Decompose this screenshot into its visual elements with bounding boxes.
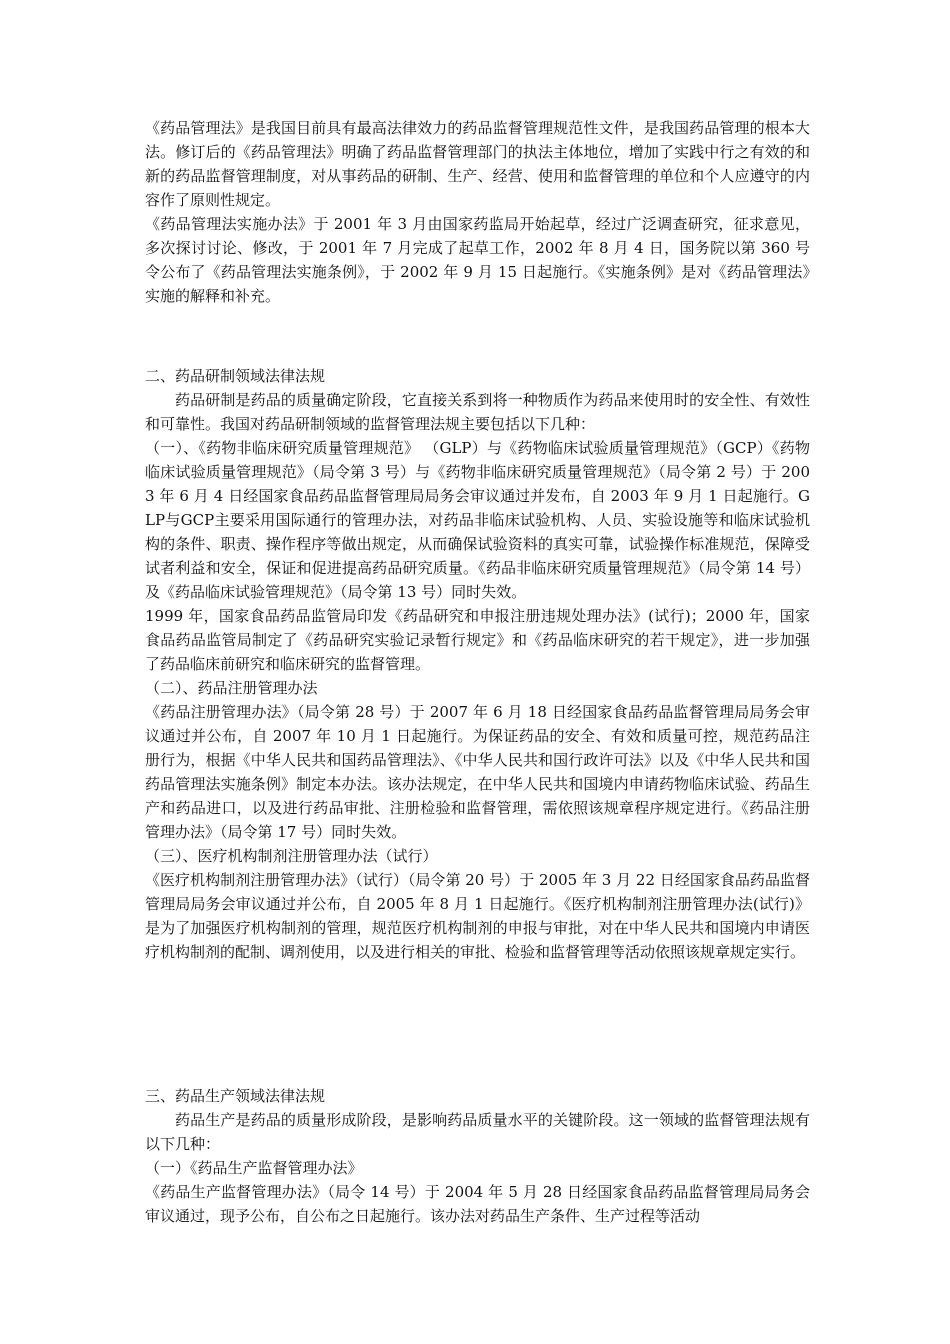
section-2-item-3-title: （三）、医疗机构制剂注册管理办法（试行） xyxy=(145,847,438,865)
section-2-paragraph-1999: 1999 年，国家食品药品监管局印发《药品研究和申报注册违规处理办法》(试行)；2000 年，国家食品药品监管局制定了《药品研究实验记录暂行规定》和《药品临床研究的若干规定》，进一步加强了药品临床前研究和临床研究的监督管理。 xyxy=(145,607,810,673)
section-3-item-1-title: （一）《药品生产监督管理办法》 xyxy=(145,1159,363,1177)
section-2-item-1: （一）、《药物非临床研究质量管理规范》 （GLP）与《药物临床试验质量管理规范》（GCP）《药物临床试验质量管理规范》（局令第 3 号）与《药物非临床研究质量管理规范》（局令第 2 号）于 2003 年 6 月 4 日经国家食品药品监督管理局局务会审议通过并发布，自 2003 年 9 月 1 日起施行。GLP与GCP主要采用国际通行的管理办法，对药品非临床试验机构、人员、实验设施等和临床试验机构的条件、职责、操作程序等做出规定，从而确保试验资料的真实可靠，试验操作标准规范，保障受试者利益和安全，保证和促进提高药品研究质量。《药品非临床研究质量管理规范》（局令第 14 号）及《药品临床试验管理规范》（局令第 13 号）同时失效。 xyxy=(145,439,810,601)
intro-section xyxy=(145,116,810,308)
section-2 xyxy=(145,364,810,964)
intro-paragraph-2: 《药品管理法实施办法》于 2001 年 3 月由国家药监局开始起草，经过广泛调查研究，征求意见，多次探讨讨论、修改，于 2001 年 7 月完成了起草工作，2002 年 8 月 4 日，国务院以第 360 号令公布了《药品管理法实施条例》，于 2002 年 9 月 15 日起施行。《实施条例》是对《药品管理法》实施的解释和补充。 xyxy=(145,215,810,305)
section-2-intro: 药品研制是药品的质量确定阶段，它直接关系到将一种物质作为药品来使用时的安全性、有效性和可靠性。我国对药品研制领域的监督管理法规主要包括以下几种： xyxy=(145,391,810,433)
intro-paragraph-1: 《药品管理法》是我国目前具有最高法律效力的药品监督管理规范性文件，是我国药品管理的根本大法。修订后的《药品管理法》明确了药品监督管理部门的执法主体地位，增加了实践中行之有效的和新的药品监督管理制度，对从事药品的研制、生产、经营、使用和监督管理的单位和个人应遵守的内容作了原则性规定。 xyxy=(145,119,810,209)
section-3-item-1-body: 《药品生产监督管理办法》（局令 14 号）于 2004 年 5 月 28 日经国家食品药品监督管理局局务会审议通过，现予公布，自公布之日起施行。该办法对药品生产条件、生产过程等活动 xyxy=(145,1183,810,1225)
section-3-intro: 药品生产是药品的质量形成阶段，是影响药品质量水平的关键阶段。这一领域的监督管理法规有以下几种： xyxy=(145,1111,810,1153)
section-3-heading: 三、药品生产领域法律法规 xyxy=(145,1087,326,1105)
section-3 xyxy=(145,1084,810,1228)
section-2-item-3-body: 《医疗机构制剂注册管理办法》（试行）（局令第 20 号）于 2005 年 3 月 22 日经国家食品药品监督管理局局务会审议通过并公布，自 2005 年 8 月 1 日起施行。《医疗机构制剂注册管理办法(试行)》是为了加强医疗机构制剂的管理，规范医疗机构制剂的申报与审批，对在中华人民共和国境内申请医疗机构制剂的配制、调剂使用，以及进行相关的审批、检验和监督管理等活动依照该规章规定实行。 xyxy=(145,871,810,961)
section-2-item-2-body: 《药品注册管理办法》（局令第 28 号）于 2007 年 6 月 18 日经国家食品药品监督管理局局务会审议通过并公布，自 2007 年 10 月 1 日起施行。为保证药品的安全、有效和质量可控，规范药品注册行为，根据《中华人民共和国药品管理法》、《中华人民共和国行政许可法》以及《中华人民共和国药品管理法实施条例》制定本办法。该办法规定，在中华人民共和国境内申请药物临床试验、药品生产和药品进口，以及进行药品审批、注册检验和监督管理，需依照该规章程序规定进行。《药品注册管理办法》（局令第 17 号）同时失效。 xyxy=(145,703,810,841)
section-2-item-2-title: （二）、药品注册管理办法 xyxy=(145,679,318,697)
section-2-heading: 二、药品研制领域法律法规 xyxy=(145,367,326,385)
